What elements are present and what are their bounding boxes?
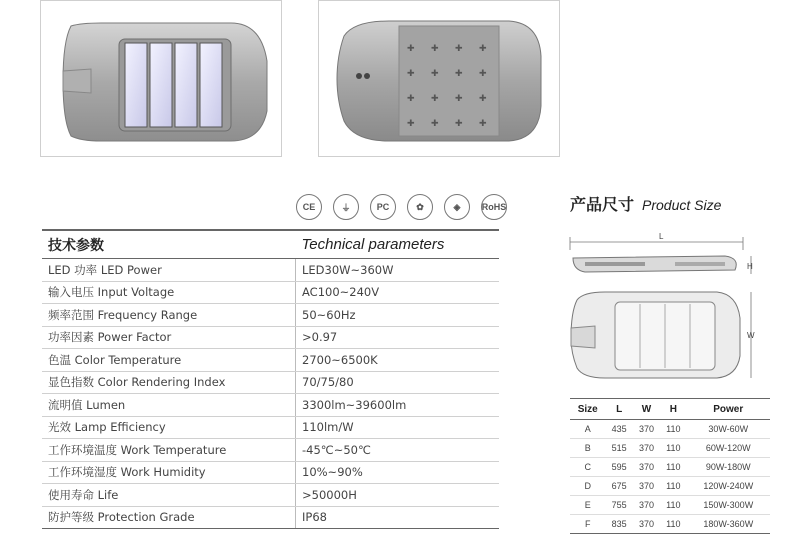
svg-text:✚: ✚: [431, 44, 439, 54]
size-cell: 150W-300W: [687, 496, 770, 515]
size-cell: 110: [660, 477, 686, 496]
table-row: [42, 349, 499, 372]
svg-text:✚: ✚: [455, 69, 463, 79]
param-label: 防护等级 Protection Grade: [42, 506, 296, 529]
size-cell: 370: [633, 496, 660, 515]
table-row: [42, 326, 499, 349]
streetlight-top-view-image: [41, 1, 281, 156]
param-label: 频率范围 Frequency Range: [42, 304, 296, 327]
size-cell: 515: [605, 439, 632, 458]
table-row: [570, 439, 770, 458]
product-photo-bottom: [318, 0, 560, 157]
param-value: IP68: [296, 506, 500, 529]
param-label: 显色指数 Color Rendering Index: [42, 371, 296, 394]
table-row: [42, 439, 499, 462]
table-row: [42, 506, 499, 529]
technical-parameters-table: [42, 229, 499, 529]
size-cell: 60W-120W: [687, 439, 770, 458]
table-row: [42, 416, 499, 439]
streetlight-back-view-image: [319, 1, 559, 156]
param-value: LED30W~360W: [296, 259, 500, 282]
svg-text:✚: ✚: [479, 119, 487, 129]
dim-label-l: L: [659, 232, 664, 241]
table-row: [570, 420, 770, 439]
size-cell: 180W-360W: [687, 515, 770, 534]
product-size-table: [570, 398, 770, 534]
size-cell: B: [570, 439, 605, 458]
header-en: Technical parameters: [296, 230, 500, 259]
param-value: 110lm/W: [296, 416, 500, 439]
size-cell: 435: [605, 420, 632, 439]
svg-text:✚: ✚: [455, 94, 463, 104]
size-cell: 370: [633, 420, 660, 439]
table-row: [42, 484, 499, 507]
param-label: LED 功率 LED Power: [42, 259, 296, 282]
size-cell: F: [570, 515, 605, 534]
param-value: >0.97: [296, 326, 500, 349]
param-value: 10%~90%: [296, 461, 500, 484]
size-table-header: Power: [687, 399, 770, 420]
svg-text:✚: ✚: [431, 69, 439, 79]
dim-label-h: H: [747, 262, 753, 271]
size-cell: 370: [633, 439, 660, 458]
size-cell: C: [570, 458, 605, 477]
size-cell: 110: [660, 496, 686, 515]
dimension-drawing: [565, 228, 765, 388]
size-cell: 110: [660, 439, 686, 458]
leaf-icon: ✿: [407, 194, 433, 220]
table-row: [42, 304, 499, 327]
size-cell: 110: [660, 458, 686, 477]
size-cell: D: [570, 477, 605, 496]
param-label: 光效 Lamp Efficiency: [42, 416, 296, 439]
size-table-header: Size: [570, 399, 605, 420]
certification-icons: [296, 194, 507, 222]
size-cell: 30W-60W: [687, 420, 770, 439]
svg-text:✚: ✚: [407, 119, 415, 129]
size-cell: A: [570, 420, 605, 439]
svg-text:✚: ✚: [431, 94, 439, 104]
size-cell: 110: [660, 515, 686, 534]
size-table-header: H: [660, 399, 686, 420]
param-label: 使用寿命 Life: [42, 484, 296, 507]
size-table-header: W: [633, 399, 660, 420]
pattern-icon: ◈: [444, 194, 470, 220]
size-cell: 110: [660, 420, 686, 439]
param-value: >50000H: [296, 484, 500, 507]
size-cell: 370: [633, 458, 660, 477]
table-row: [42, 371, 499, 394]
size-cell: 755: [605, 496, 632, 515]
ground-symbol-icon: ⏚: [333, 194, 359, 220]
table-row: [42, 259, 499, 282]
svg-text:✚: ✚: [407, 44, 415, 54]
table-row: [42, 461, 499, 484]
pc-mark-icon: PC: [370, 194, 396, 220]
svg-text:✚: ✚: [479, 69, 487, 79]
svg-text:✚: ✚: [407, 94, 415, 104]
svg-text:✚: ✚: [455, 44, 463, 54]
size-cell: 370: [633, 477, 660, 496]
svg-text:✚: ✚: [431, 119, 439, 129]
svg-text:✚: ✚: [479, 44, 487, 54]
param-value: 2700~6500K: [296, 349, 500, 372]
table-row: [42, 394, 499, 417]
table-row: [570, 477, 770, 496]
size-cell: E: [570, 496, 605, 515]
param-label: 色温 Color Temperature: [42, 349, 296, 372]
product-size-title: 产品尺寸 Product Size: [570, 195, 722, 214]
size-cell: 90W-180W: [687, 458, 770, 477]
header-cn: 技术参数: [42, 230, 296, 259]
param-value: 70/75/80: [296, 371, 500, 394]
table-row: [570, 515, 770, 534]
ce-mark-icon: CE: [296, 194, 322, 220]
table-row: [570, 496, 770, 515]
param-value: 3300lm~39600lm: [296, 394, 500, 417]
size-cell: 675: [605, 477, 632, 496]
svg-text:✚: ✚: [407, 69, 415, 79]
size-table-header: L: [605, 399, 632, 420]
rohs-icon: RoHS: [481, 194, 507, 220]
svg-text:✚: ✚: [479, 94, 487, 104]
param-value: -45℃~50℃: [296, 439, 500, 462]
product-photo-top: [40, 0, 282, 157]
size-cell: 120W-240W: [687, 477, 770, 496]
size-cell: 595: [605, 458, 632, 477]
size-cell: 835: [605, 515, 632, 534]
table-row: [570, 458, 770, 477]
table-row: [42, 281, 499, 304]
param-value: 50~60Hz: [296, 304, 500, 327]
param-label: 输入电压 Input Voltage: [42, 281, 296, 304]
param-label: 功率因素 Power Factor: [42, 326, 296, 349]
size-cell: 370: [633, 515, 660, 534]
param-label: 工作环境湿度 Work Humidity: [42, 461, 296, 484]
param-label: 流明值 Lumen: [42, 394, 296, 417]
param-label: 工作环境温度 Work Temperature: [42, 439, 296, 462]
param-value: AC100~240V: [296, 281, 500, 304]
dim-label-w: W: [747, 331, 755, 340]
svg-text:✚: ✚: [455, 119, 463, 129]
